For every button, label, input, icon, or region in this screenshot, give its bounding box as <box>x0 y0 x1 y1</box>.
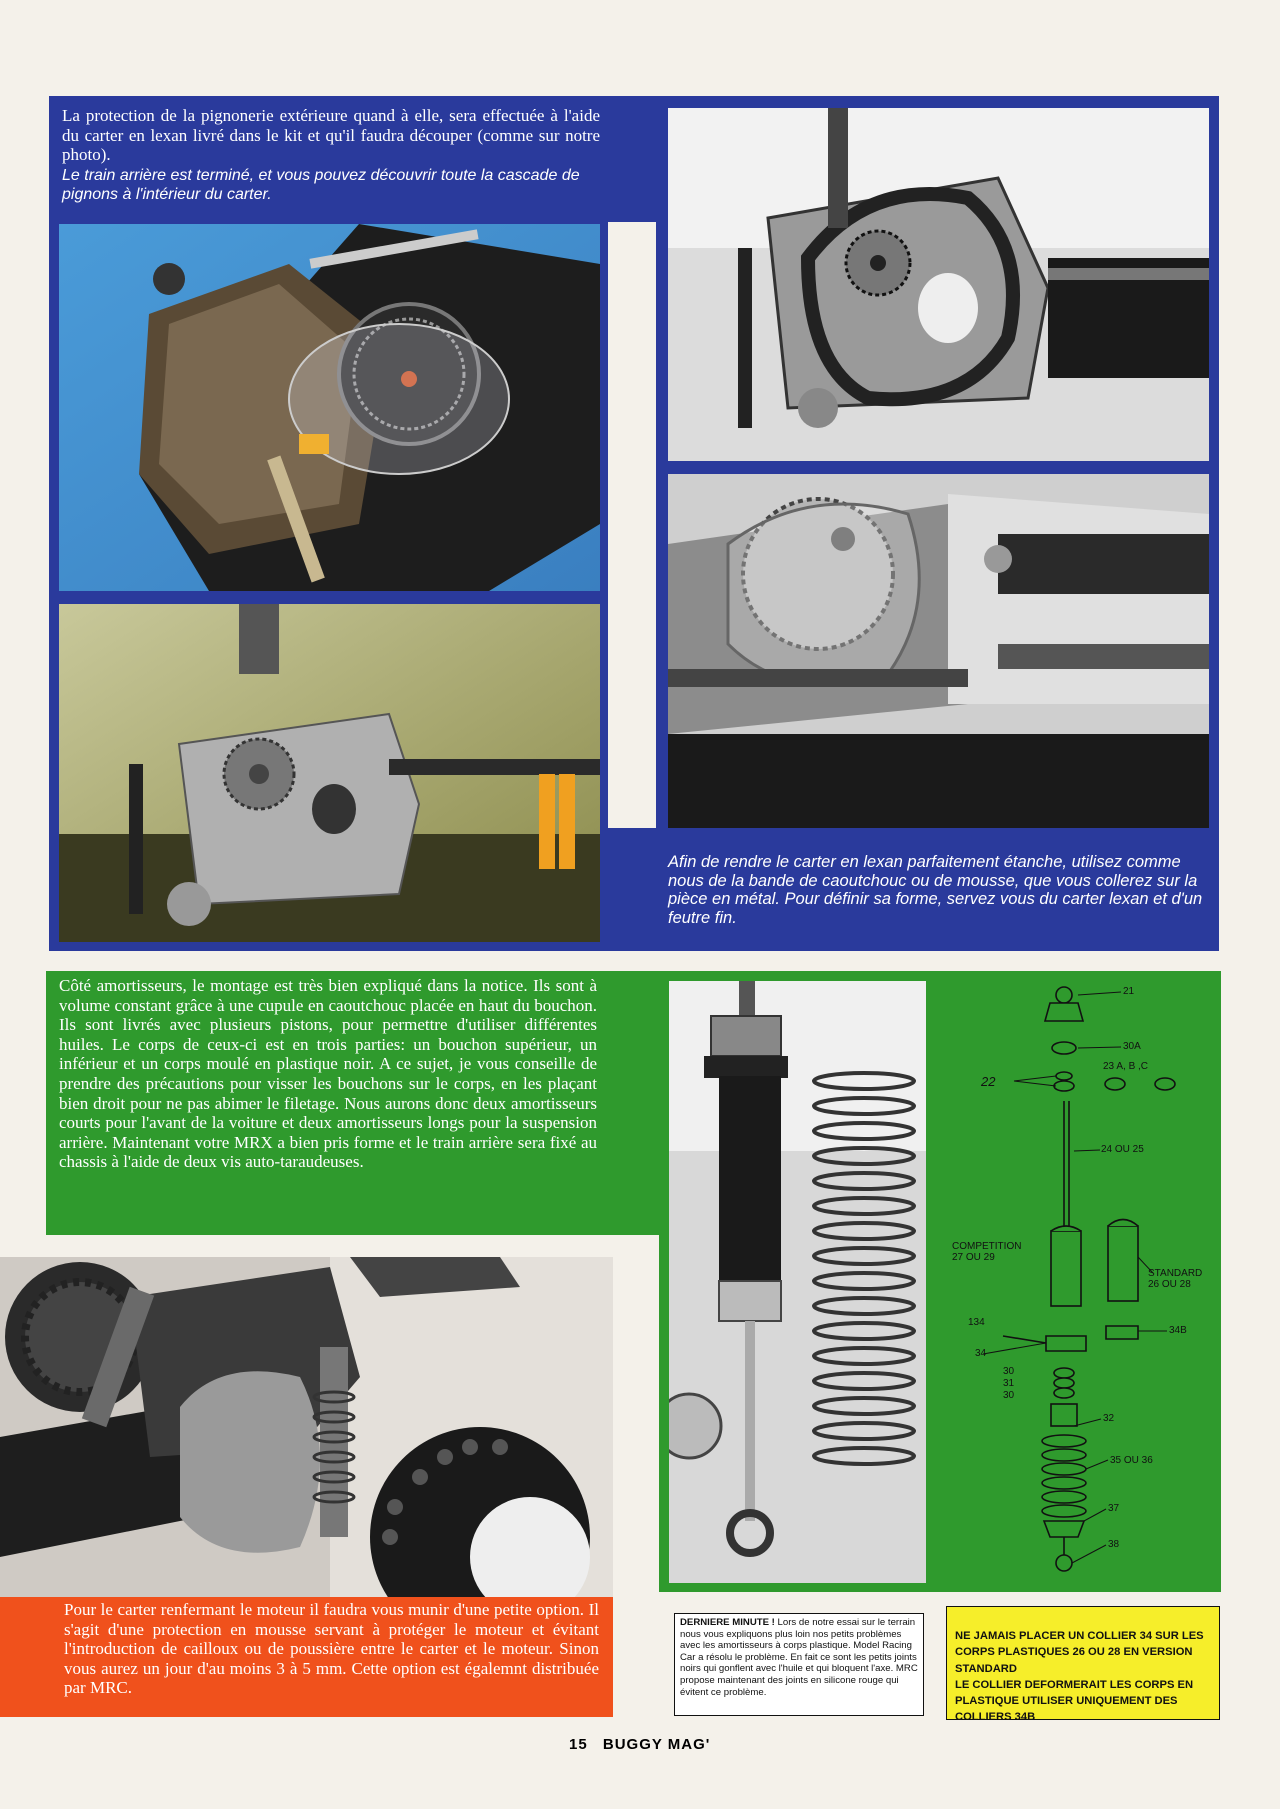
label-standard-num: 26 OU 28 <box>1148 1279 1191 1290</box>
green-shock-text: Côté amortisseurs, le montage est très bien expliqué dans la notice. Ils sont à volume constant grâce à une cupule en caoutchouc placée en haut du bouchon. Ils sont livrés avec plusieurs pistons, pour permettre d'utiliser différentes huiles. Le corps de ceux-ci est en trois parties: un bouchon supérieur, un inférieur et un corps moulé en plastique noir. A ce sujet, je vous conseille de prendre des précautions pour visser les bouchons sur le corps, en les plaçant bien droit pour ne pas abimer le filetage. Nous aurons donc deux amortisseurs courts pour l'avant de la voiture et deux amortisseurs longs pour la suspension arrière. Maintenant votre MRX a bien pris forme et le train arrière sera fixé au chassis à l'aide de deux vis auto-taraudeuses. <box>59 976 597 1172</box>
white-gap-strip <box>608 222 656 828</box>
warning-box <box>946 1606 1220 1724</box>
label-34: 34 <box>975 1348 987 1359</box>
label-24: 24 OU 25 <box>1101 1144 1144 1155</box>
page-footer <box>569 1736 710 1753</box>
photo-lexan-cover-bw <box>668 474 1209 828</box>
label-30-1: 30 <box>1003 1366 1015 1377</box>
label-23: 23 A, B ,C <box>1103 1061 1149 1072</box>
magazine-name: BUGGY MAG' <box>602 1736 711 1753</box>
derniere-minute-body: Lors de notre essai sur le terrain nous vous expliquons plus loin nos petits problèmes avec les amortisseurs à corps plastique. Model Racing Car a résolu le problème. En fait ce sont les petits joints noirs qui gonflent avec l'huile et qui bloquent l'axe. MRC propose maintenant des joints en silicone rouge qui évitent ce problème. <box>680 1617 918 1698</box>
label-35: 35 OU 36 <box>1110 1455 1153 1466</box>
label-31: 31 <box>1003 1378 1015 1389</box>
label-38: 38 <box>1108 1539 1120 1550</box>
photo-rear-train-gears <box>59 604 600 942</box>
label-21: 21 <box>1123 986 1135 997</box>
caption-paragraph: La protection de la pignonerie extérieure quand à elle, sera effectuée à l'aide du carter en lexan livré dans le kit et qu'il faudra découper (comme sur notre photo). <box>62 106 600 165</box>
label-standard: STANDARD <box>1148 1268 1203 1279</box>
label-competition-num: 27 OU 29 <box>952 1252 995 1263</box>
label-30-2: 30 <box>1003 1390 1015 1401</box>
derniere-minute-heading: DERNIERE MINUTE ! <box>680 1617 775 1628</box>
label-34b: 34B <box>1169 1325 1187 1336</box>
label-37: 37 <box>1108 1503 1120 1514</box>
caption-italic: Le train arrière est terminé, et vous pouvez découvrir toute la cascade de pignons à l'intérieur du carter. <box>62 166 580 203</box>
page-number: 15 <box>569 1736 588 1753</box>
label-competition: COMPETITION <box>952 1241 1022 1252</box>
label-134: 134 <box>968 1317 985 1328</box>
derniere-minute-box <box>674 1613 924 1716</box>
label-32: 32 <box>1103 1413 1115 1424</box>
label-30a: 30A <box>1123 1041 1141 1052</box>
photo-motor-carter <box>0 1257 613 1597</box>
photo-gearbox-lexan-cover <box>59 224 600 591</box>
label-22: 22 <box>981 1074 996 1089</box>
top-left-caption <box>62 106 600 204</box>
shock-exploded-diagram <box>938 981 1210 1583</box>
photo-shock-absorber <box>669 981 926 1583</box>
photo-gearbox-bw-top <box>668 108 1209 461</box>
right-blue-caption: Afin de rendre le carter en lexan parfaitement étanche, utilisez comme nous de la bande de caoutchouc ou de mousse, que vous collerez sur la pièce en métal. Pour définir sa forme, servez vous du carter lexan et d'un feutre fin. <box>668 853 1203 927</box>
warning-text: NE JAMAIS PLACER UN COLLIER 34 SUR LES CORPS PLASTIQUES 26 OU 28 EN VERSION STANDARD LE COLLIER DEFORMERAIT LES CORPS EN PLASTIQUE UTILISER UNIQUEMENT DES COLLIERS 34B <box>955 1630 1204 1724</box>
orange-motor-option-text: Pour le carter renfermant le moteur il faudra vous munir d'une petite option. Il s'agit d'une protection en mousse servant à protéger le moteur et évitant l'introduction de cailloux ou de poussière entre le carter et le moteur. Sinon vous aurez un jour d'au moins 3 à 5 mm. Cette option est égalemnt distribuée par MRC. <box>64 1600 599 1698</box>
